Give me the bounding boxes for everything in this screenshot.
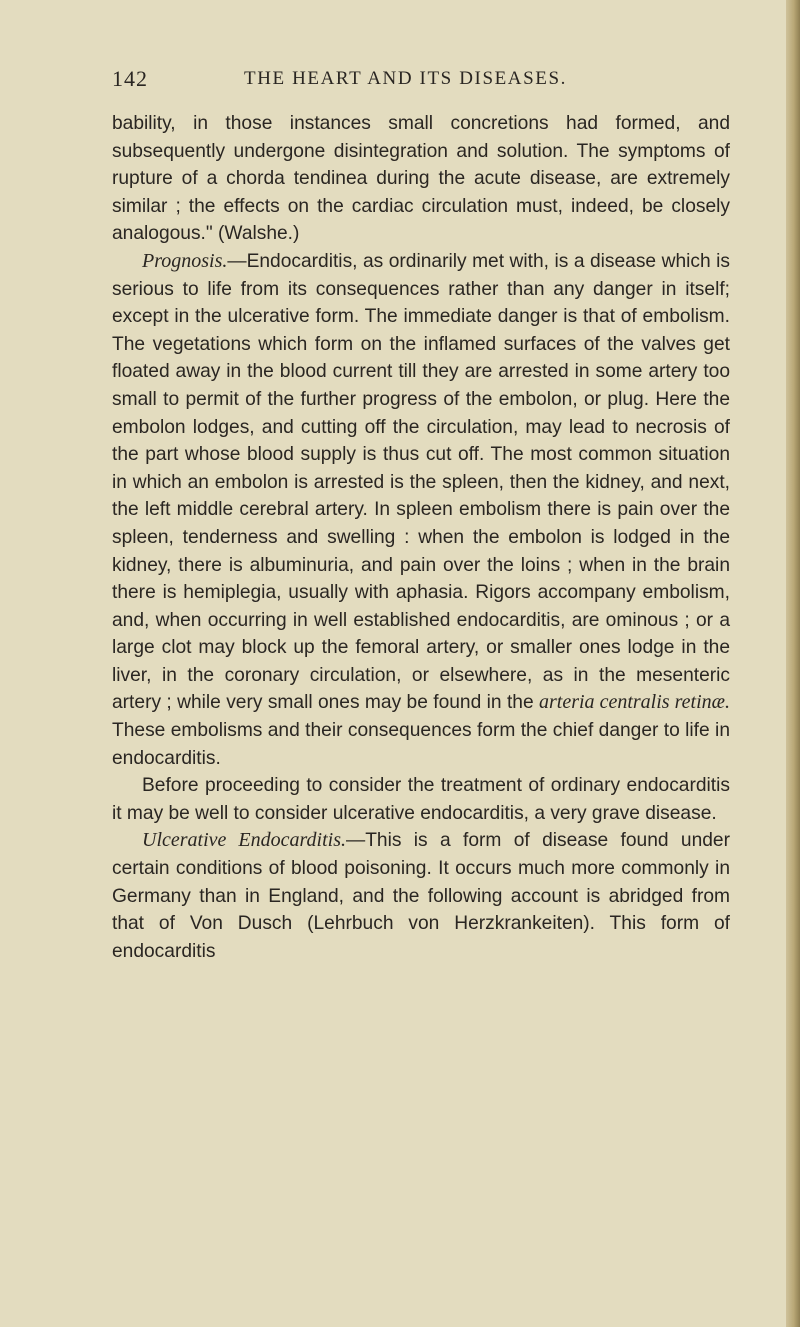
section-heading-prognosis: Prognosis.: [142, 249, 228, 272]
paragraph-treatment-intro: [112, 772, 730, 827]
italic-term: arteria centralis retinæ.: [539, 691, 730, 714]
body-text: [112, 110, 730, 965]
paragraph-ulcerative: [112, 827, 730, 965]
section-heading-ulcerative: Ulcerative Endocarditis.: [142, 829, 347, 852]
paragraph-text: —This is a form of disease found under certain conditions of blood poisoning. It occurs much more commonly in Germany than in England, and the following account is abridged from that of Von Dusch (Lehrbuch von Herzkrankeiten). This form of endocarditis: [112, 830, 730, 962]
running-title: THE HEART AND ITS DISEASES.: [244, 68, 568, 89]
page-number: 142: [112, 66, 148, 91]
paragraph-text: bability, in those instances small concretions had formed, and subsequently undergone disintegration and solution. The symptoms of rupture of a chorda tendinea during the acute disease, are extremely similar ; the effects on the cardiac circulation must, indeed, be closely analogous." (Walshe.): [112, 113, 730, 245]
paragraph-prognosis: [112, 248, 730, 772]
paragraph-text: Before proceeding to consider the treatment of ordinary endocarditis it may be well to consider ulcerative endocarditis, a very grave disease.: [112, 775, 730, 824]
paragraph-continuation: [112, 110, 730, 248]
paragraph-text: —Endocarditis, as ordinarily met with, is a disease which is serious to life from its consequences rather than any danger in itself; except in the ulcerative form. The immediate danger is that of embolism. The vegetations which form on the inflamed surfaces of the valves get floated away in the blood current till they are arrested in some artery too small to permit of the further progress of the embolon, or plug. Here the embolon lodges, and cutting off the circulation, may lead to necrosis of the part whose blood supply is thus cut off. The most common situation in which an embolon is arrested is the spleen, then the kidney, and next, the left middle cerebral artery. In spleen embolism there is pain over the spleen, tenderness and swelling : when the embolon is lodged in the kidney, there is albuminuria, and pain over the loins ; when in the brain there is hemiplegia, usually with aphasia. Rigors accompany embolism, and, when occurring in well established endocarditis, are ominous ; or a large clot may block up the femoral artery, or smaller ones lodge in the liver, in the coronary circulation, or elsewhere, as in the mesenteric artery ; while very small ones may be found in the: [112, 250, 730, 714]
page-header: [112, 66, 732, 96]
paragraph-text: These embolisms and their consequences form the chief danger to life in endocarditis.: [112, 720, 730, 769]
page-edge-shadow: [786, 0, 800, 1327]
